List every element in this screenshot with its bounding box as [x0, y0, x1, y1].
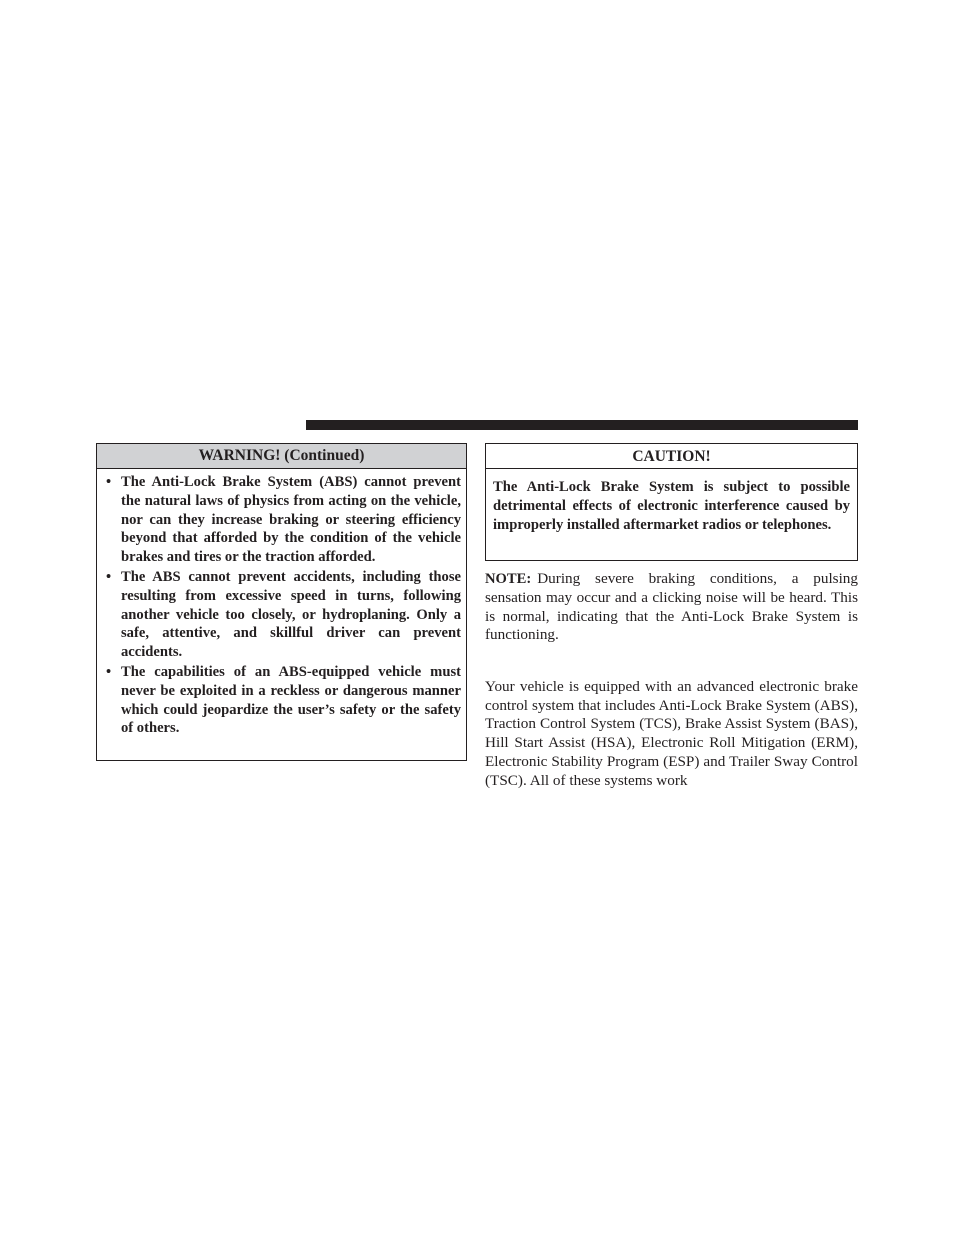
note-paragraph	[485, 570, 858, 645]
caution-box	[485, 443, 858, 561]
warning-item	[106, 663, 461, 738]
bullet-icon: •	[106, 568, 112, 585]
caution-header: CAUTION!	[486, 444, 857, 469]
section-header-bar	[306, 420, 858, 430]
warning-item-text: The ABS cannot prevent accidents, including those resulting from excessive speed in turns, following another vehicle too closely, or hydroplaning. Only a safe, attentive, and skillful driver can prevent accidents.	[121, 568, 461, 661]
caution-text: The Anti-Lock Brake System is subject to possible detrimental effects of electronic interference caused by improperly installed aftermarket radios or telephones.	[493, 479, 850, 533]
warning-box	[96, 443, 467, 761]
note-label: NOTE:	[485, 571, 532, 587]
warning-item	[106, 568, 461, 662]
warning-list	[97, 469, 466, 738]
bullet-icon: •	[106, 663, 112, 680]
warning-item	[106, 473, 461, 567]
bullet-icon: •	[106, 474, 112, 490]
warning-item-text: The Anti-Lock Brake System (ABS) cannot prevent the natural laws of physics from acting on the vehicle, nor can they increase braking or steering efficiency beyond that afforded by the condition of the vehicle brakes and tires or the traction afforded.	[121, 474, 461, 566]
warning-header: WARNING! (Continued)	[97, 444, 466, 469]
body-paragraph: Your vehicle is equipped with an advanced electronic brake control system that includes Anti-Lock Brake System (ABS), Traction Control System (TCS), Brake Assist System (BAS), Hill Start Assist (HSA), Electronic Roll Mitigation (ERM), Electronic Stability Program (ESP) and Trailer Sway Control (TSC). All of these systems work	[485, 678, 858, 789]
note-text: During severe braking conditions, a pulsing sensation may occur and a clicking noise will be heard. This is normal, indicating that the Anti-Lock Brake System is functioning.	[485, 570, 858, 644]
warning-item-text: The capabilities of an ABS-equipped vehicle must never be exploited in a reckless or dangerous manner which could jeopardize the user’s safety or the safety of others.	[121, 663, 461, 737]
